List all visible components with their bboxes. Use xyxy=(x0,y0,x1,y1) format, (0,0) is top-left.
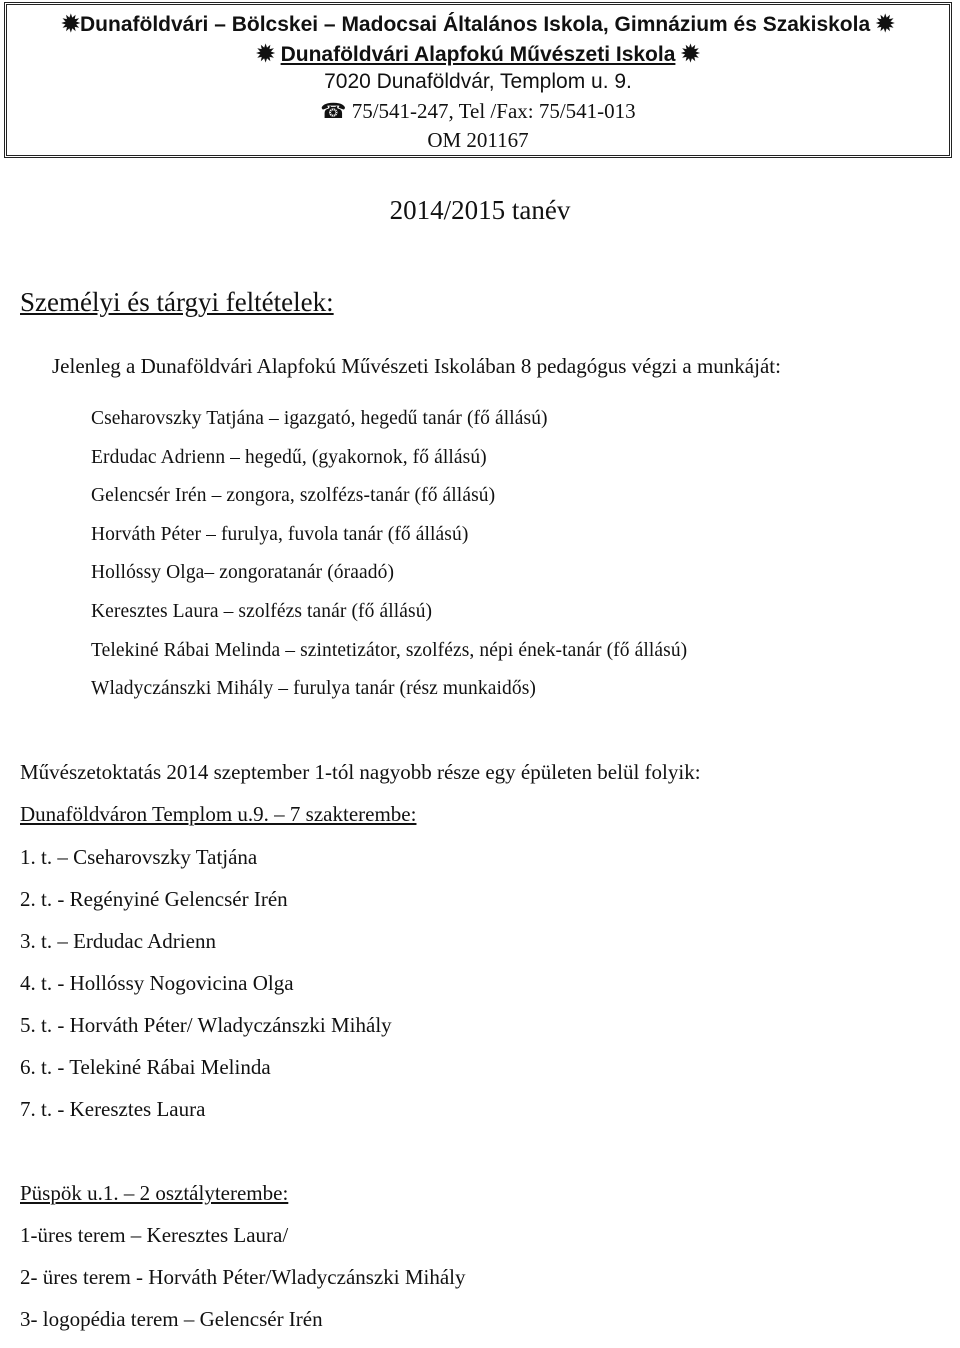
art-school-line xyxy=(7,41,949,68)
address: 7020 Dunaföldvár, Templom u. 9. xyxy=(324,70,632,93)
letterhead xyxy=(4,2,952,158)
staff-item: Cseharovszky Tatjána – igazgató, hegedű tanár (fő állású) xyxy=(91,408,548,429)
room-list-templom xyxy=(20,844,392,1138)
star-icon: ✹ xyxy=(256,41,275,66)
school-name-line xyxy=(7,11,949,38)
intro-text: Jelenleg a Dunaföldvári Alapfokú Művészeti Iskolában 8 pedagógus végzi a munkáját: xyxy=(52,354,781,378)
star-icon: ✹ xyxy=(61,11,81,36)
room-item: 2- üres terem - Horváth Péter/Wladyczánszki Mihály xyxy=(20,1265,466,1289)
room-item: 4. t. - Hollóssy Nogovicina Olga xyxy=(20,971,294,995)
school-year: 2014/2015 tanév xyxy=(389,195,571,225)
star-icon: ✹ xyxy=(875,11,895,36)
room-item: 2. t. - Regényiné Gelencsér Irén xyxy=(20,887,288,911)
art-education-text: Művészetoktatás 2014 szeptember 1-tól nagyobb része egy épületen belül folyik: xyxy=(20,760,701,784)
room-item: 1-üres terem – Keresztes Laura/ xyxy=(20,1223,289,1247)
staff-item: Erdudac Adrienn – hegedű, (gyakornok, fő állású) xyxy=(91,446,487,468)
phone-numbers: 75/541-247, Tel /Fax: 75/541-013 xyxy=(351,99,636,123)
room-item: 5. t. - Horváth Péter/ Wladyczánszki Mihály xyxy=(20,1013,392,1037)
star-icon: ✹ xyxy=(681,41,700,66)
location-templom: Dunaföldváron Templom u.9. – 7 szakterembe: xyxy=(20,802,417,826)
room-item: 3- logopédia terem – Gelencsér Irén xyxy=(20,1307,323,1331)
staff-item: Horváth Péter – furulya, fuvola tanár (fő állású) xyxy=(91,523,469,545)
room-item: 6. t. - Telekiné Rábai Melinda xyxy=(20,1055,271,1079)
om-number: OM 201167 xyxy=(427,128,529,152)
room-item: 3. t. – Erdudac Adrienn xyxy=(20,929,216,953)
location-puspok: Püspök u.1. – 2 osztályterembe: xyxy=(20,1181,289,1205)
room-item: 1. t. – Cseharovszky Tatjána xyxy=(20,845,258,869)
phone-icon: ☎ xyxy=(320,99,347,123)
section-title: Személyi és tárgyi feltételek: xyxy=(20,287,334,317)
phone-line xyxy=(7,98,949,124)
art-school-name: Dunaföldvári Alapfokú Művészeti Iskola xyxy=(280,43,676,66)
staff-item: Gelencsér Irén – zongora, szolfézs-tanár (fő állású) xyxy=(91,485,496,507)
staff-item: Telekiné Rábai Melinda – szintetizátor, szolfézs, népi ének-tanár (fő állású) xyxy=(91,639,688,661)
staff-item: Wladyczánszki Mihály – furulya tanár (rész munkaidős) xyxy=(91,678,536,700)
staff-list xyxy=(91,406,687,715)
staff-item: Hollóssy Olga– zongoratanár (óraadó) xyxy=(91,562,395,584)
school-name: Dunaföldvári – Bölcskei – Madocsai Általános Iskola, Gimnázium és Szakiskola xyxy=(80,13,871,36)
room-item: 7. t. - Keresztes Laura xyxy=(20,1097,206,1121)
room-list-puspok xyxy=(20,1222,466,1348)
staff-item: Keresztes Laura – szolfézs tanár (fő állású) xyxy=(91,600,433,622)
